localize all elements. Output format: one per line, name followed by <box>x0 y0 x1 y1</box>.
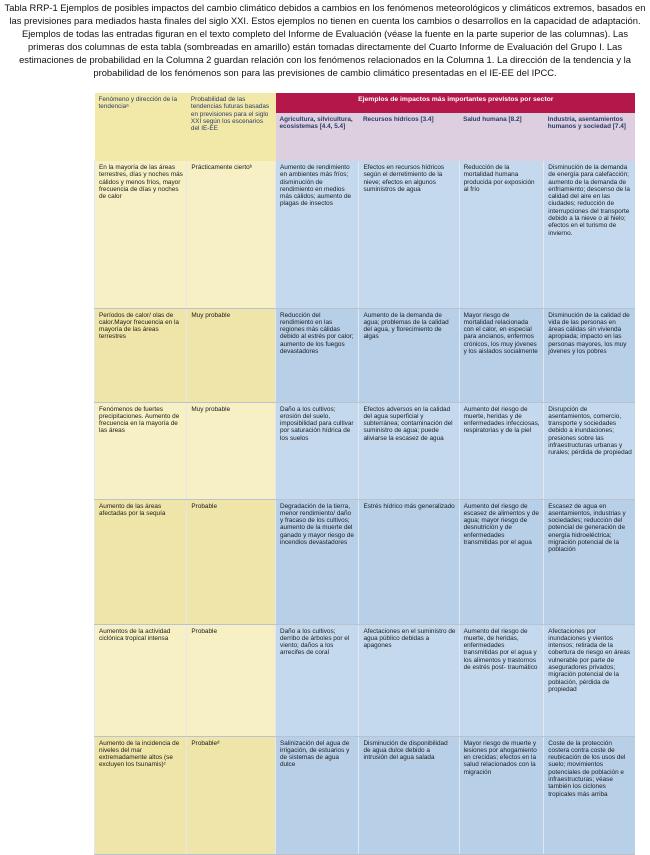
cell-likelihood: Probable <box>187 624 276 736</box>
cell-phenomenon: Aumentos de la actividad ciclónica tropical intensa <box>95 624 187 736</box>
cell-industry: Disminución de la calidad de vida de las personas en áreas cálidas sin vivienda apropiada; impacto en las personas mayores, los muy jóvenes y los pobres <box>544 308 635 402</box>
cell-industry: Disminución de la demanda de energía para calefacción; aumento de la demanda de enfriamiento; descenso de la calidad del aire en las ciudades; reducción de interrupciones del transporte debido a la nieve o al hielo; efectos en el turismo de invierno. <box>544 161 635 308</box>
header-sectors-title: Ejemplos de impactos más importantes previstos por sector <box>276 93 636 113</box>
cell-industry: Coste de la protección costera contra coste de reubicación de los usos del suelo; movimientos potenciales de población e infraestructuras; véase también los ciclones tropicales más arriba <box>544 736 635 854</box>
cell-likelihood: Muy probable <box>187 308 276 402</box>
cell-agriculture: Daño a los cultivos; erosión del suelo, imposibilidad para cultivar por saturación hídrica de los suelos <box>276 402 359 499</box>
cell-agriculture: Reducción del rendimiento en las regiones más cálidas debido al estrés por calor; aumento de los fuegos devastadores <box>276 308 359 402</box>
cell-likelihood: Muy probable <box>187 402 276 499</box>
cell-health: Aumento del riesgo de muerte, de heridas, enfermedades transmitidas por el agua y los alimentos y trastornos de estrés post- traumático <box>459 624 544 736</box>
cell-likelihood: Probable <box>187 499 276 624</box>
header-phenomenon: Fenómeno y dirección de la tendenciaᵃ <box>95 93 187 161</box>
cell-water: Disminución de disponibilidad de agua dulce debido a intrusión del agua salada <box>359 736 459 854</box>
table-row <box>95 161 636 308</box>
cell-industry: Escasez de agua en asentamientos, industrias y sociedades; reducción del potencial de generación de energía hidroeléctrica; migración potencial de la población <box>544 499 635 624</box>
cell-health: Mayor riesgo de muerte y lesiones por ahogamiento en crecidas; efectos en la salud relacionados con la migración <box>459 736 544 854</box>
header-sector-water: Recursos hídricos [3.4] <box>359 113 459 161</box>
cell-phenomenon: Aumento de la incidencia de niveles del mar extremadamente altos (se excluyen los tsunamis)ᶜ <box>95 736 187 854</box>
cell-phenomenon: Aumento de las áreas afectadas por la sequía <box>95 499 187 624</box>
cell-likelihood: Probableᵈ <box>187 736 276 854</box>
cell-agriculture: Daño a los cultivos; derribo de árboles por el viento; daños a los arrecifes de coral <box>276 624 359 736</box>
table-row <box>95 624 636 736</box>
header-sector-agriculture: Agricultura, silvicultura, ecosistemas [4.4, 5.4] <box>276 113 359 161</box>
table-row <box>95 499 636 624</box>
table-row <box>95 736 636 854</box>
cell-water: Aumento de la demanda de agua; problemas de la calidad del agua, y florecimiento de algas <box>359 308 459 402</box>
cell-health: Reducción de la mortalidad humana producida por exposición al frío <box>459 161 544 308</box>
cell-agriculture: Degradación de la tierra, menor rendimiento/ daño y fracaso de los cultivos; aumento de la muerte del ganado y mayor riesgo de incendios devastadores <box>276 499 359 624</box>
cell-agriculture: Aumento de rendimiento en ambientes más fríos; disminución de rendimiento en medios más cálidos; aumento de plagas de insectos <box>276 161 359 308</box>
header-sector-health: Salud humana [8.2] <box>459 113 544 161</box>
cell-health: Aumento del riesgo de muerte, heridas y de enfermedades infecciosas, respiratorias y de la piel <box>459 402 544 499</box>
cell-water: Estrés hídrico más generalizado <box>359 499 459 624</box>
cell-phenomenon: Fenómenos de fuertes precipitaciones. Aumento de frecuencia en la mayoría de las áreas <box>95 402 187 499</box>
header-sector-industry: Industria, asentamientos humanos y sociedad [7.4] <box>544 113 635 161</box>
cell-water: Afectaciones en el suministro de agua público debidas a apagones <box>359 624 459 736</box>
cell-likelihood: Prácticamente ciertoᵇ <box>187 161 276 308</box>
cell-water: Efectos en recursos hídricos según el derretimiento de la nieve; efectos en algunos suministros de agua <box>359 161 459 308</box>
table-row <box>95 308 636 402</box>
table-caption: Tabla RRP-1 Ejemplos de posibles impactos del cambio climático debidos a cambios en los fenómenos meteorológicos y climáticos extremos, basados en las previsiones para mediados hasta finales del siglo XXI. Estos ejemplos no tienen en cuenta los cambios o desarrollos en la capacidad de adaptación. Ejemplos de todas las entradas figuran en el texto completo del Informe de Evaluación (véase la fuente en la parte superior de las columnas). Las primeras dos columnas de esta tabla (sombreadas en amarillo) están tomadas directamente del Cuarto Informe de Evaluación del Grupo I. Las estimaciones de probabilidad en la Columna 2 guardan relación con los fenómenos relacionados en la Columna 1. La dirección de la tendencia y la probabilidad de los fenómenos son para las previsiones de cambio climático presentadas en el IE-EE del IPCC. <box>4 2 646 79</box>
cell-water: Efectos adversos en la calidad del agua superficial y subterránea; contaminación del suministro de agua; puede aliviarse la escasez de agua <box>359 402 459 499</box>
cell-health: Mayor riesgo de mortalidad relacionada con el calor, en especial para ancianos, enfermos crónicos, los muy jóvenes y los aislados socialmente <box>459 308 544 402</box>
impacts-table <box>94 93 635 855</box>
cell-phenomenon: En la mayoría de las áreas terrestres, días y noches más cálidos y menos fríos, mayor frecuencia de días y noches de calor <box>95 161 187 308</box>
cell-health: Aumento del riesgo de escasez de alimentos y de agua; mayor riesgo de desnutrición y de enfermedades transmitidas por el agua <box>459 499 544 624</box>
cell-phenomenon: Períodos de calor/ olas de calor.Mayor frecuencia en la mayoría de las áreas terrestres <box>95 308 187 402</box>
header-likelihood: Probabilidad de las tendencias futuras basadas en previsiones para el siglo XXI según los escenarios del IE-EE <box>187 93 276 161</box>
cell-industry: Disrupción de asentamientos, comercio, transporte y sociedades debido a inundaciones; presiones sobre las infraestructuras urbanas y rurales; pérdida de propiedad <box>544 402 635 499</box>
cell-industry: Afectaciones por inundaciones y vientos intensos; retirada de la cobertura de riesgo en áreas vulnerable por parte de aseguradores privados; migración potencial de la población, pérdida de propiedad <box>544 624 635 736</box>
table-row <box>95 402 636 499</box>
cell-agriculture: Salinización del agua de irrigación, de estuarios y de sistemas de agua dulce <box>276 736 359 854</box>
